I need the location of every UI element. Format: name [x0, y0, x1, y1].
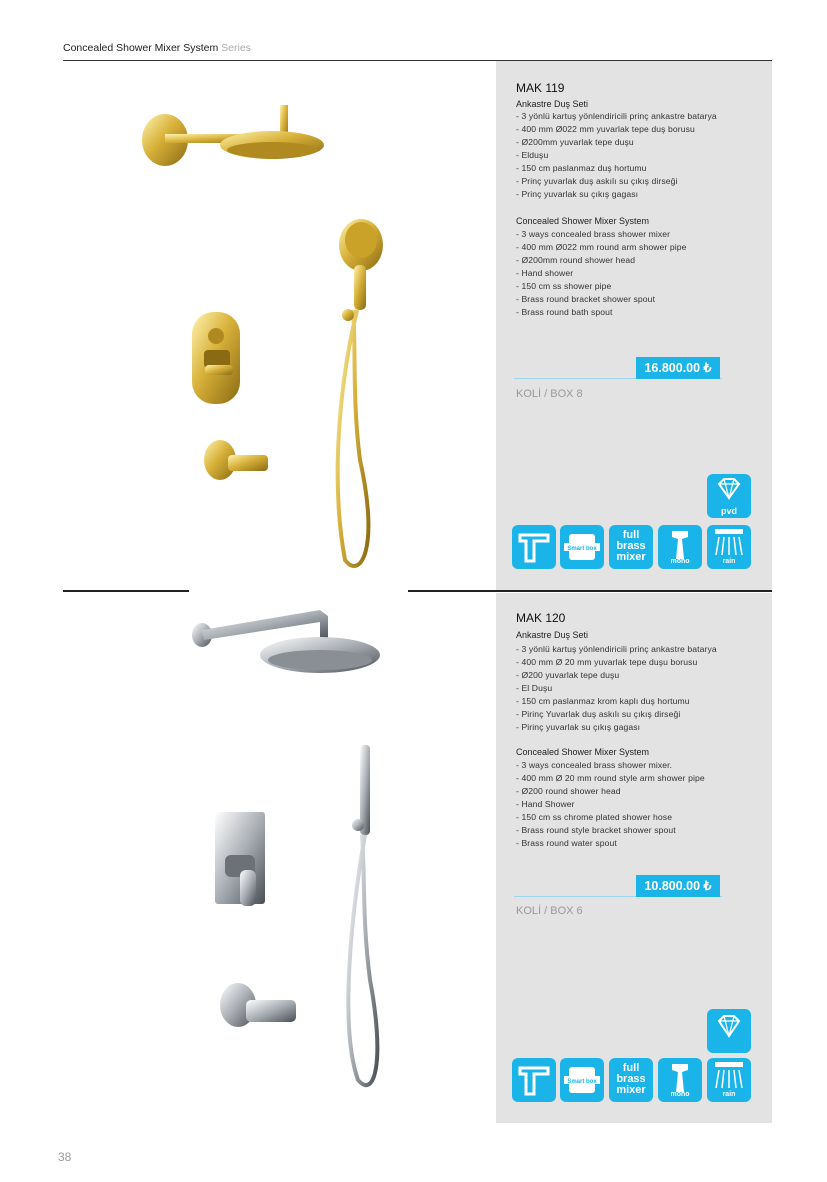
- list-item: - Hand shower: [516, 268, 574, 278]
- smart-box-icon: [560, 1058, 604, 1102]
- list-item: - 400 mm Ø022 mm yuvarlak tepe duş borusu: [516, 124, 695, 134]
- mono-label: mono: [670, 1091, 690, 1098]
- list-item: - 3 ways concealed brass shower mixer: [516, 229, 671, 239]
- wall-mount-icon: [512, 1058, 556, 1102]
- full-brass-icon: full brass mixer: [609, 525, 653, 569]
- product-panel-2: [496, 593, 772, 1123]
- list-item: - 3 ways concealed brass shower mixer.: [516, 760, 673, 770]
- price-tag: 16.800.00 ₺: [636, 357, 720, 379]
- pvd-badge-icon: [707, 474, 751, 518]
- en-heading: Concealed Shower Mixer System: [516, 216, 650, 226]
- list-item: - 3 yönlü kartuş yönlendiricili prinç ankastre batarya: [516, 111, 717, 121]
- smart-box-label: Smart box: [567, 1079, 597, 1085]
- full-brass-icon: full brass mixer: [609, 1058, 653, 1102]
- list-item: - 400 mm Ø 20 mm round style arm shower pipe: [516, 773, 705, 783]
- list-item: - Pirinç Yuvarlak duş askılı su çıkış dirseği: [516, 709, 681, 719]
- header-title: Concealed Shower Mixer System: [63, 42, 219, 54]
- rain-icon: [707, 525, 751, 569]
- product-panel-1: [496, 61, 772, 590]
- smart-box-label: Smart box: [567, 546, 597, 552]
- list-item: - Ø200mm round shower head: [516, 255, 636, 265]
- list-item: - 3 yönlü kartuş yönlendiricili prinç ankastre batarya: [516, 644, 717, 654]
- section-divider: [63, 590, 189, 592]
- list-item: - Elduşu: [516, 150, 549, 160]
- list-item: - El Duşu: [516, 683, 553, 693]
- product-2-photos: [180, 600, 410, 1100]
- tr-heading: Ankastre Duş Seti: [516, 630, 589, 640]
- box-quantity: KOLİ / BOX 6: [516, 905, 583, 917]
- product-1-photos: [120, 80, 440, 580]
- smart-box-icon: [560, 525, 604, 569]
- en-heading: Concealed Shower Mixer System: [516, 747, 650, 757]
- mono-icon: [658, 1058, 702, 1102]
- list-item: - 150 cm ss chrome plated shower hose: [516, 812, 673, 822]
- tr-list: [516, 110, 717, 201]
- section-divider: [408, 590, 772, 592]
- tr-heading: Ankastre Duş Seti: [516, 99, 589, 109]
- list-item: - Pirinç yuvarlak su çıkış gagası: [516, 722, 641, 732]
- tr-list: [516, 643, 717, 734]
- list-item: - 400 mm Ø 20 mm yuvarlak tepe duşu borusu: [516, 657, 698, 667]
- box-quantity: KOLİ / BOX 8: [516, 388, 583, 400]
- list-item: - Brass round style bracket shower spout: [516, 825, 676, 835]
- product-code: MAK 120: [516, 611, 566, 625]
- list-item: - Prinç yuvarlak su çıkış gagası: [516, 189, 639, 199]
- list-item: - Ø200mm yuvarlak tepe duşu: [516, 137, 634, 147]
- en-list: [516, 228, 687, 319]
- list-item: - 150 cm paslanmaz krom kaplı duş hortumu: [516, 696, 690, 706]
- list-item: - 150 cm paslanmaz duş hortumu: [516, 163, 647, 173]
- list-item: - Prinç yuvarlak duş askılı su çıkış dirseği: [516, 176, 678, 186]
- rain-icon: [707, 1058, 751, 1102]
- list-item: - Brass round bath spout: [516, 307, 613, 317]
- list-item: - 150 cm ss shower pipe: [516, 281, 612, 291]
- rain-label: rain: [722, 558, 736, 565]
- page-number: 38: [58, 1150, 72, 1164]
- mono-label: mono: [670, 558, 690, 565]
- diamond-badge-icon: [707, 1009, 751, 1053]
- header-series: Series: [221, 42, 251, 54]
- mono-icon: [658, 525, 702, 569]
- en-list: [516, 759, 705, 850]
- list-item: - Ø200 yuvarlak tepe duşu: [516, 670, 620, 680]
- product-code: MAK 119: [516, 81, 565, 95]
- pvd-label: pvd: [720, 506, 737, 516]
- list-item: - Brass round water spout: [516, 838, 617, 848]
- list-item: - Hand Shower: [516, 799, 575, 809]
- page-header: [63, 42, 251, 54]
- list-item: - Brass round bracket shower spout: [516, 294, 656, 304]
- price-tag: 10.800.00 ₺: [636, 875, 720, 897]
- rain-label: rain: [722, 1091, 736, 1098]
- list-item: - 400 mm Ø022 mm round arm shower pipe: [516, 242, 687, 252]
- list-item: - Ø200 round shower head: [516, 786, 621, 796]
- wall-mount-icon: [512, 525, 556, 569]
